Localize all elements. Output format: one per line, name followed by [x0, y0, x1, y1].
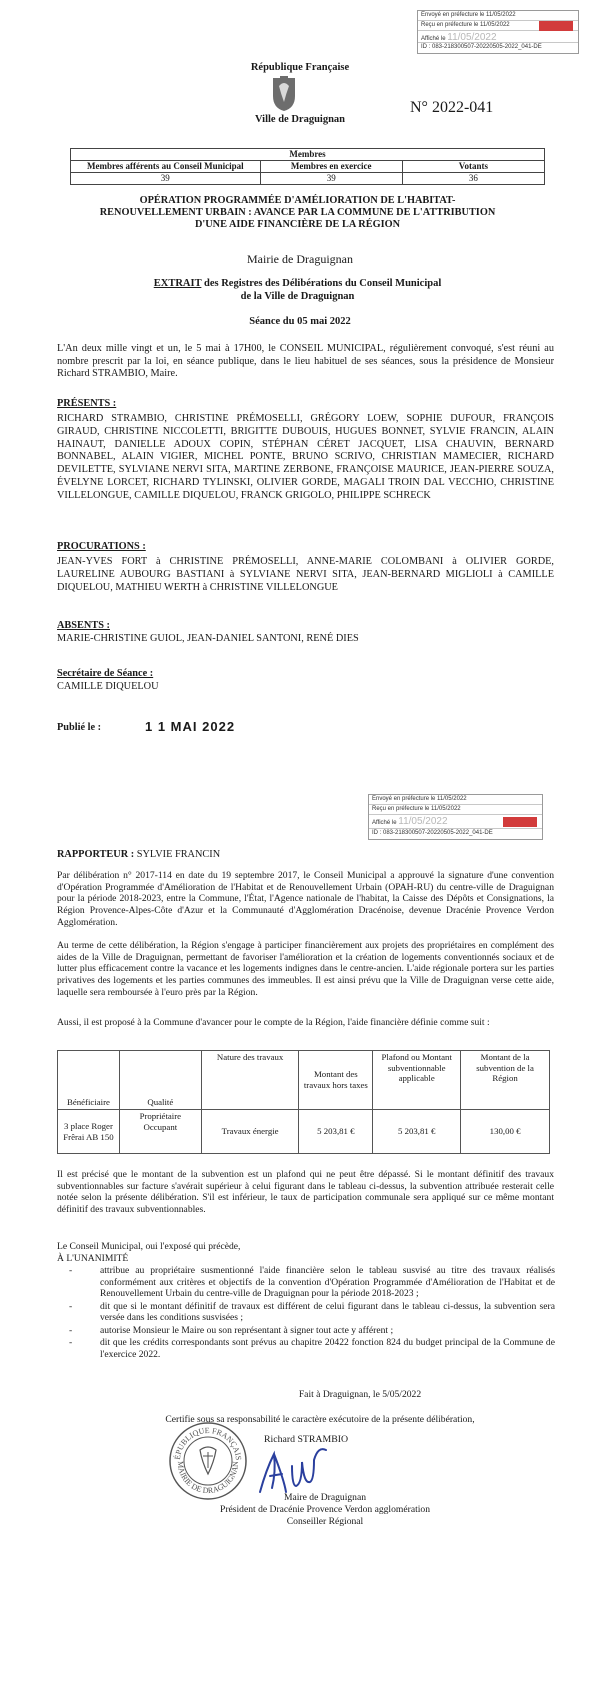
- publie-label: Publié le :: [57, 722, 102, 733]
- stamp-received: Reçu en préfecture le 11/05/2022: [369, 805, 542, 815]
- prefecture-stamp: [417, 10, 579, 54]
- stamp-posted: Affiché le 11/05/2022: [369, 815, 542, 829]
- members-value: 39: [71, 172, 261, 184]
- members-header: Membres afférents au Conseil Municipal: [71, 160, 261, 172]
- table-header: Plafond ou Montant subventionnable applicable: [373, 1051, 461, 1110]
- handwritten-signature-icon: [252, 1440, 332, 1500]
- mairie-seal-icon: [167, 1420, 249, 1502]
- members-value: 39: [260, 172, 402, 184]
- table-cell: 5 203,81 €: [373, 1110, 461, 1154]
- signatory-name: Richard STRAMBIO: [264, 1434, 349, 1445]
- list-item: - attribue au propriétaire susmentionné l'aide financière selon le tableau susvisé au titre des travaux réalisés conformément aux critères et objectifs de la convention d'Opération Programmée d'Amélioration de l'Habitat et de Renouvellement Urbain du centre-ville de Draguignan pour la période 2018-2023 ;: [69, 1265, 555, 1299]
- list-item: - autorise Monsieur le Maire ou son représentant à signer tout acte y afférent ;: [69, 1324, 394, 1336]
- members-value: 36: [402, 172, 544, 184]
- stamp-id: ID : 083-218300507-20220505-2022_041-DE: [372, 830, 493, 836]
- signatory-title-2: Président de Dracénie Provence Verdon agglomération: [219, 1504, 430, 1515]
- seance-date: Séance du 05 mai 2022: [249, 316, 351, 327]
- paragraph-3: Aussi, il est proposé à la Commune d'avancer pour le compte de la Région, l'aide financière définie comme suit :: [57, 1017, 490, 1028]
- members-header: Membres en exercice: [260, 160, 402, 172]
- deliberation-number: N° 2022-041: [410, 99, 494, 116]
- extrait-title: EXTRAIT des Registres des Délibérations du Conseil Municipal de la Ville de Draguignan: [153, 278, 442, 302]
- stamp-posted: Affiché le 11/05/2022: [418, 31, 578, 43]
- table-header: Bénéficiaire: [58, 1051, 120, 1110]
- absents-label: ABSENTS :: [57, 620, 110, 631]
- stamp-received: Reçu en préfecture le 11/05/2022: [418, 21, 578, 31]
- stamp-sent: Envoyé en préfecture le 11/05/2022: [369, 795, 542, 805]
- signatory-title-3: Conseiller Régional: [286, 1516, 364, 1527]
- decision-intro: Le Conseil Municipal, oui l'exposé qui précède,: [57, 1241, 241, 1252]
- table-header: Montant de la subvention de la Région: [461, 1051, 550, 1110]
- procurations-label: PROCURATIONS :: [57, 541, 146, 552]
- table-cell: 3 place Roger Frêrai AB 150: [58, 1110, 120, 1154]
- signatory-title-1: Maire de Draguignan: [283, 1492, 367, 1503]
- table-header: Nature des travaux: [201, 1051, 299, 1110]
- list-item: - dit que les crédits correspondants sont prévus au chapitre 20422 fonction 824 du budget principal de la Commune de l'exercice 2022.: [69, 1337, 555, 1360]
- republic-title: République Française: [250, 62, 350, 73]
- stamp-sent: Envoyé en préfecture le 11/05/2022: [418, 11, 578, 21]
- table-cell: Travaux énergie: [201, 1110, 299, 1154]
- paragraph-2: Au terme de cette délibération, la Région s'engage à participer financièrement aux projets des propriétaires en complément des aides de la Ville de Draguignan, permettant de favoriser l'amélioration et la création de logements conventionnés sociaux et de lutter plus efficacement contre la vacance et les logements indignes dans le centre-ancien. L'aide régionale portera sur les parties privatives des logements et les parties communes des immeubles. Il est ainsi prévu que la Ville de Draguignan verse cette aide, laquelle sera remboursée à l'euro près par la Région.: [57, 940, 554, 998]
- absents-list: MARIE-CHRISTINE GUIOL, JEAN-DANIEL SANTONI, RENÉ DIES: [57, 633, 359, 644]
- stamp-id: ID : 083-218300507-20220505-2022_041-DE: [421, 44, 542, 50]
- table-cell: 130,00 €: [461, 1110, 550, 1154]
- secretaire-name: CAMILLE DIQUELOU: [57, 681, 159, 692]
- fait-a: Fait à Draguignan, le 5/05/2022: [298, 1389, 422, 1400]
- decision-list: [45, 1265, 555, 1361]
- paragraph-4: Il est précisé que le montant de la subvention est un plafond qui ne peut être dépassé. Si le montant définitif des travaux subventionnables sur facture s'avérait supérieur à celui figurant dans le tableau ci-dessus, la subvention attribuée resterait celle notée selon la présente délibération. S'il est inférieur, le taux de participation communale sera appliqué sur ce même montant définitif des travaux subventionnables.: [57, 1169, 554, 1216]
- town-name: Ville de Draguignan: [254, 114, 346, 125]
- seal-text-bottom: MAIRIE DE DRAGUIGNAN: [175, 1460, 241, 1496]
- table-header: Montant des travaux hors taxes: [299, 1051, 373, 1110]
- prefecture-stamp: [368, 794, 543, 840]
- presents-label: PRÉSENTS :: [57, 398, 117, 409]
- berger-levrault-logo: [539, 21, 573, 31]
- members-title: Membres: [71, 149, 545, 161]
- svg-text:RÉPUBLIQUE FRANÇAISE: [167, 1420, 243, 1461]
- certification: Certifie sous sa responsabilité le caractère exécutoire de la présente délibération,: [165, 1414, 475, 1425]
- decision-unanimity: À L'UNANIMITÉ: [57, 1253, 129, 1264]
- paragraph-1: Par délibération n° 2017-114 en date du 19 septembre 2017, le Conseil Municipal a approuvé la signature d'une convention d'Opération Programmée d'Amélioration de l'Habitat et de Renouvellement Urbain (OPAH-RU) du centre-ville de Draguignan pour la période 2018-2023, entre la Commune, l'État, l'Agence nationale de l'habitat, la Caisse des Dépôts et Consignations, la Région Provence-Alpes-Côte d'Azur et la Communauté d'Agglomération Dracénoise, devenue Dracénie Provence Verdon Agglomération.: [57, 870, 554, 928]
- financial-aid-table: [57, 1050, 550, 1154]
- table-header: Qualité: [119, 1051, 201, 1110]
- list-item: - dit que si le montant définitif de travaux est différent de celui figurant dans le tableau ci-dessus, la subvention sera versée dans les conditions susvisées ;: [69, 1300, 555, 1323]
- procurations-list: JEAN-YVES FORT à CHRISTINE PRÉMOSELLI, ANNE-MARIE COLOMBANI à OLIVIER GORDE, LAURELINE AUBOURG BASTIANI à SYLVIANE NERVI SITA, JEAN-BERNARD MIGLIOLI à CAMILLE DIQUELOU, MATHIEU WERTH à CHRISTINE VILLELONGUE: [57, 556, 554, 593]
- presents-list: RICHARD STRAMBIO, CHRISTINE PRÉMOSELLI, GRÉGORY LOEW, SOPHIE DUFOUR, FRANÇOIS GIRAUD, CHRISTINE NICCOLETTI, BRIGITTE DUBOUIS, HUGUES BONNET, SYLVIE FRANCIN, ALAIN HAINAUT, DANIELLE ADOUX COPIN, STÉPHAN CÉRET JACQUET, LISA CHAUVIN, BERNARD BONNABEL, ALAIN VIGIER, MICHEL PONTE, BRUNO SCRIVO, CHRISTIAN MAMECIER, RICHARD DEVILETTE, SYLVIANE NERVI SITA, MARTINE ZERBONE, FRANÇOISE MAURICE, JEAN-PIERRE SOUZA, ÉVELYNE LORCET, RICHARD TYLINSKI, OLIVIER GORDE, MAGALI TROIN DAL VECCHIO, CHRISTINE VILLELONGUE, CAMILLE DIQUELOU, FRANCK GRIGOLO, PHILIPPE SCHRECK: [57, 413, 554, 501]
- publie-date: 1 1 MAI 2022: [145, 719, 236, 734]
- mairie-title: Mairie de Draguignan: [247, 252, 353, 266]
- rapporteur-line: RAPPORTEUR : SYLVIE FRANCIN: [57, 849, 221, 860]
- members-header: Votants: [402, 160, 544, 172]
- secretaire-label: Secrétaire de Séance :: [57, 668, 154, 679]
- town-coat-of-arms-icon: [271, 76, 297, 112]
- seal-text-top: ÉPUBLIQUE FRANÇAIS: [172, 1425, 244, 1461]
- intro-paragraph: L'An deux mille vingt et un, le 5 mai à 17H00, le CONSEIL MUNICIPAL, régulièrement convoqué, s'est réuni au nombre prescrit par la loi, en séance publique, dans le lieu habituel de ses séances, sous la présidence de Monsieur Richard STRAMBIO, Maire.: [57, 343, 554, 380]
- table-cell: 5 203,81 €: [299, 1110, 373, 1154]
- table-cell: Propriétaire Occupant: [119, 1110, 201, 1154]
- operation-title: OPÉRATION PROGRAMMÉE D'AMÉLIORATION DE L'HABITAT- RENOUVELLEMENT URBAIN : AVANCE PAR LA COMMUNE DE L'ATTRIBUTION D'UNE AIDE FINANCIÈRE DE LA RÉGION: [99, 195, 496, 230]
- members-table: [70, 148, 545, 185]
